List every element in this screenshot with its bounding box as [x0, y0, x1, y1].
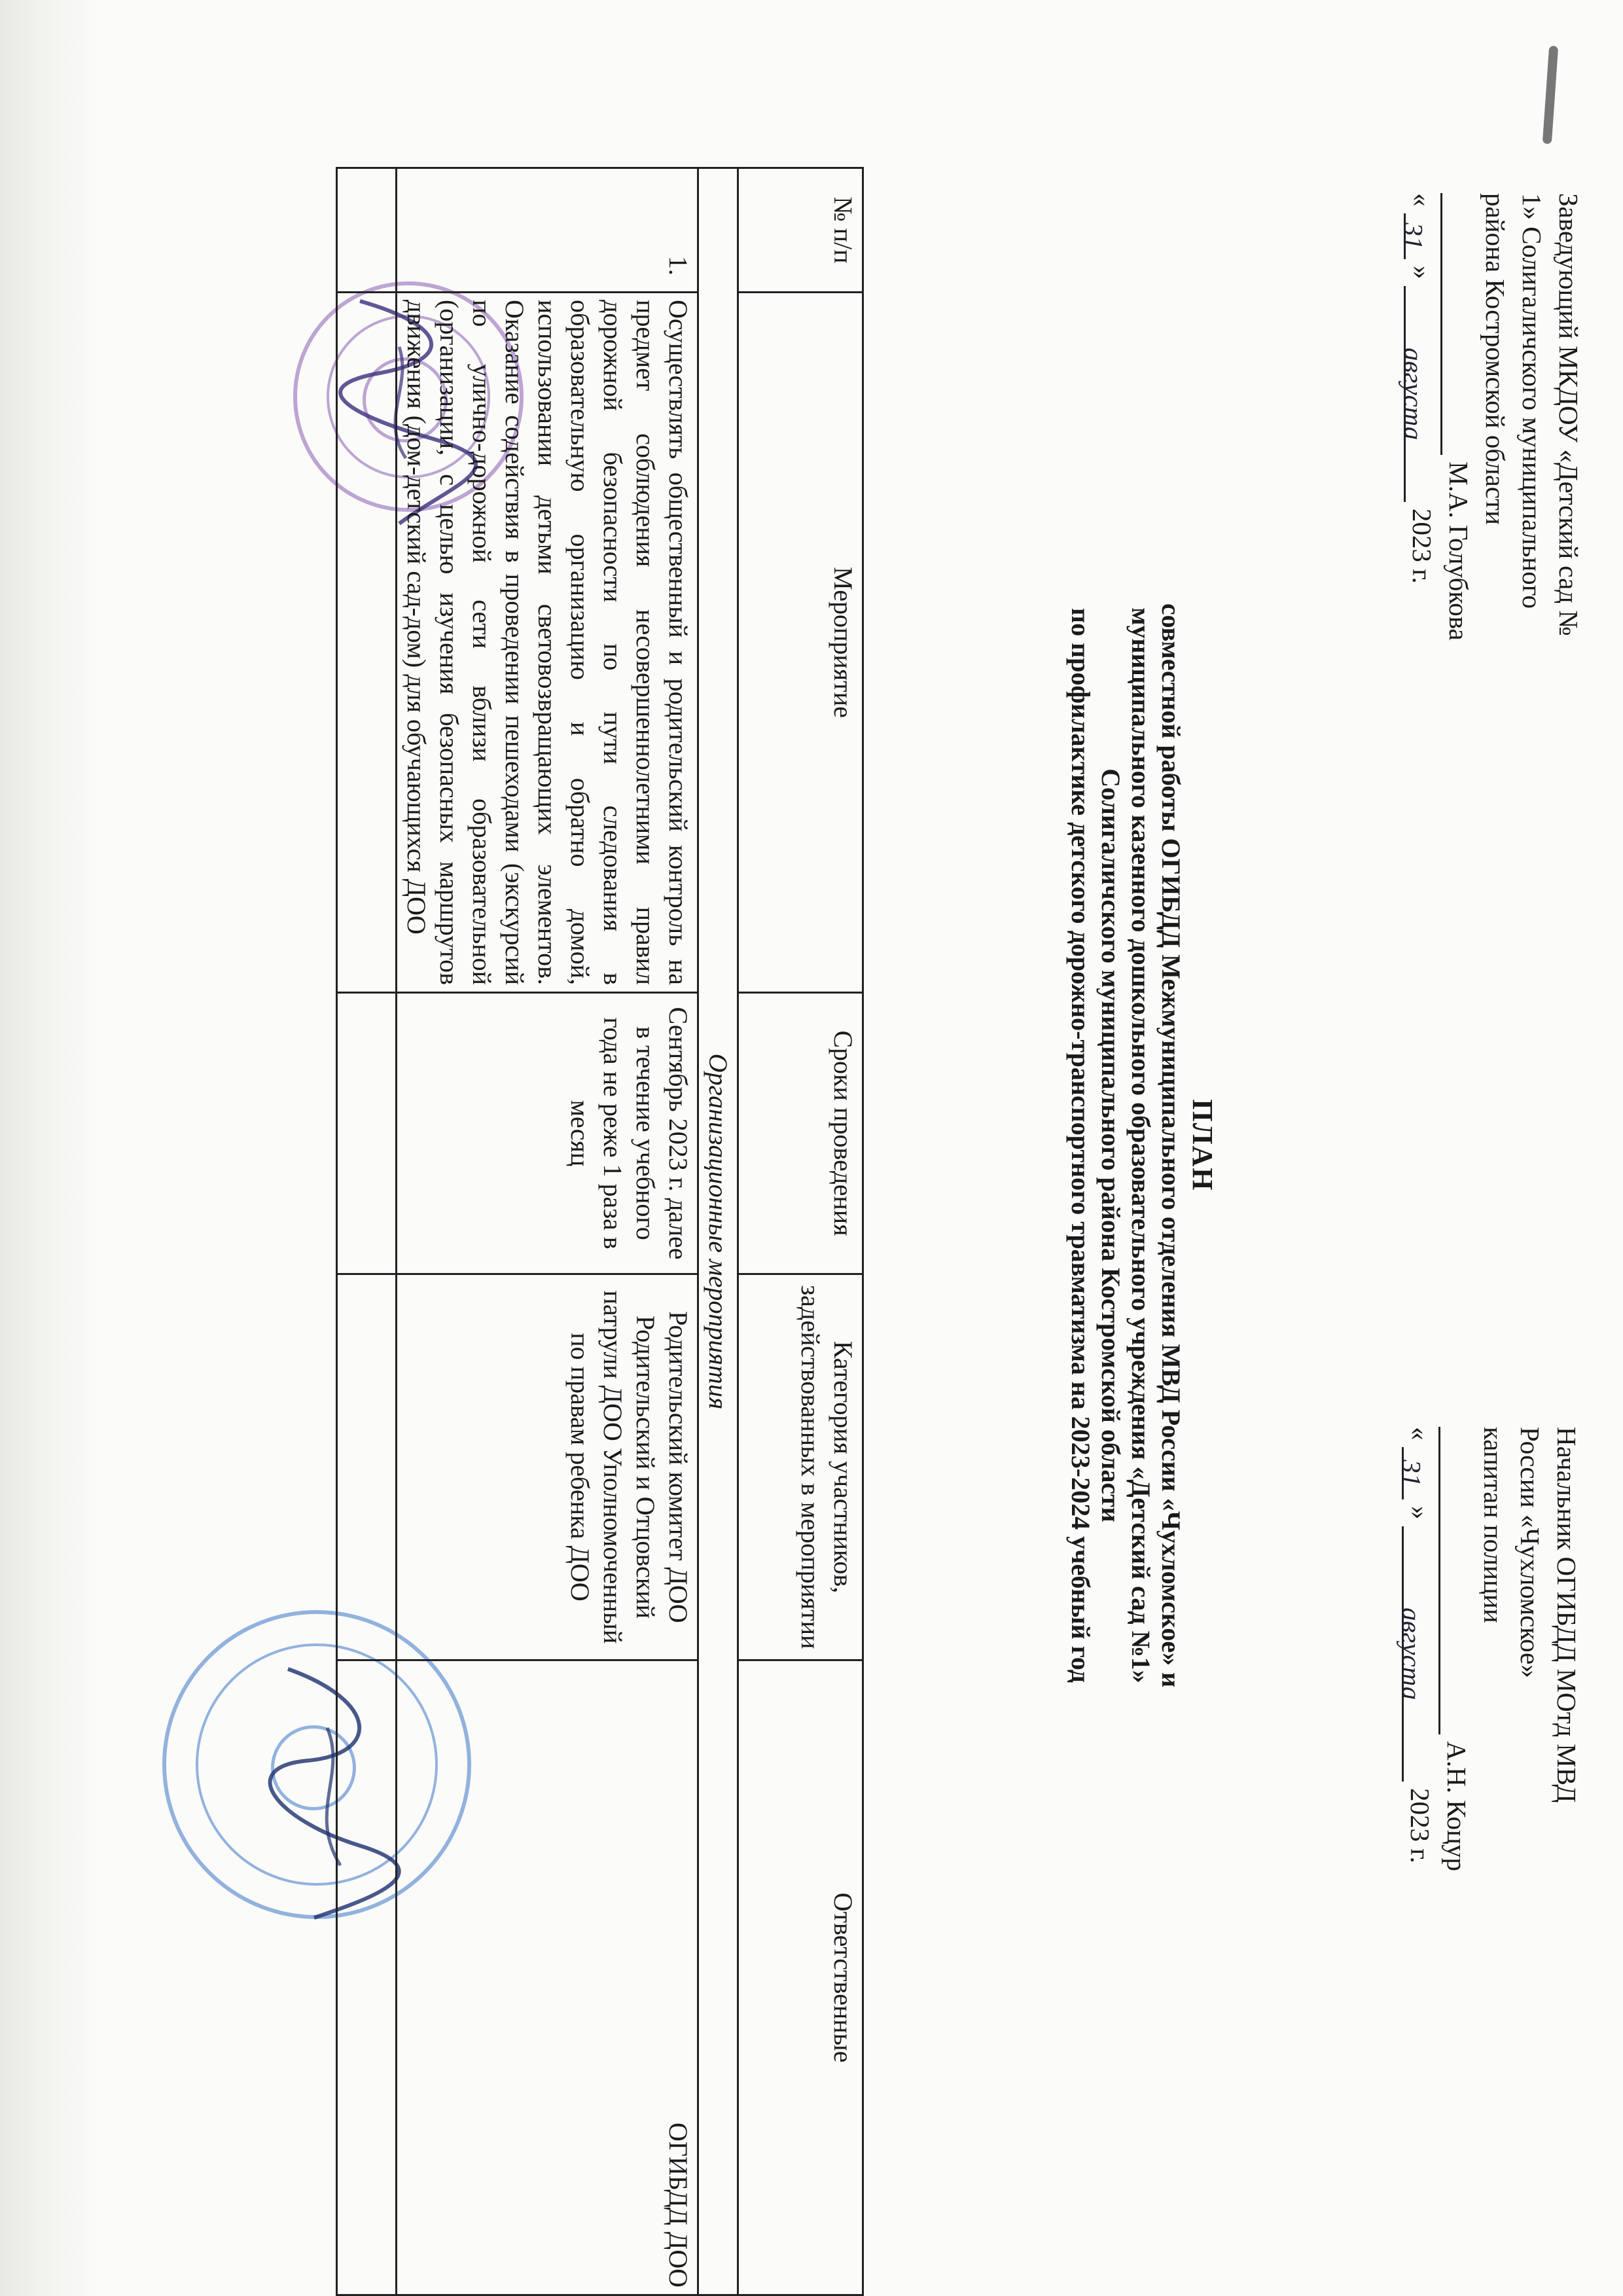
- date-quote-close: »: [1405, 1506, 1435, 1520]
- empty-cell: [337, 1274, 397, 1660]
- empty-cell: [337, 1660, 397, 2295]
- section-title: Организационные мероприятия: [698, 168, 738, 2295]
- empty-cell: [337, 993, 397, 1274]
- table-row-empty: [337, 168, 397, 2295]
- cell-responsible: ОГИБДД ДОО: [397, 1660, 698, 2295]
- approval-right-line1: Начальник ОГИБДД МОтд МВД: [1552, 1427, 1582, 1803]
- date-quote-open: «: [1407, 193, 1437, 207]
- header-activity: Мероприятие: [738, 293, 863, 993]
- signature-underline: [1440, 193, 1469, 455]
- title-head: ПЛАН: [1186, 1099, 1219, 1192]
- empty-cell: [337, 293, 397, 993]
- document-title: [1065, 556, 1217, 1734]
- cell-number: 1.: [397, 168, 698, 293]
- approval-right-name: А.Н. Коцур: [1442, 1741, 1472, 1871]
- title-line2: муниципального казенного дошкольного образовательного учреждения «Детский сад №1»: [1126, 607, 1156, 1683]
- header-number: № п/п: [738, 168, 863, 293]
- approval-right-date: [1397, 1427, 1438, 2160]
- approval-right-year: 2023 г.: [1405, 1788, 1435, 1863]
- table-row: [397, 168, 698, 2295]
- table-header-row: [738, 168, 863, 2295]
- approval-right-day: 31: [1402, 1447, 1430, 1499]
- date-quote-close: »: [1407, 266, 1437, 279]
- signature-underline: [1438, 1427, 1467, 1734]
- cell-dates: Сентябрь 2023 г. далее в течение учебного года не реже 1 раза в месяц: [397, 993, 698, 1274]
- title-line4: по профилактике детского дорожно-транспортного травматизма на 2023-2024 учебный год: [1066, 608, 1096, 1683]
- approval-left-line1: Заведующий МКДОУ «Детский сад №: [1554, 193, 1584, 636]
- header-dates: Сроки проведения: [738, 993, 863, 1274]
- approval-right-line2: России «Чухломское»: [1515, 1427, 1545, 1678]
- approval-left-name: М.А. Голубкова: [1444, 461, 1474, 641]
- approval-block-right: [1397, 1427, 1585, 2160]
- header-participants: Категория участников, задействованных в мероприятии: [738, 1274, 863, 1660]
- date-quote-open: «: [1405, 1427, 1435, 1441]
- approval-left-year: 2023 г.: [1407, 509, 1437, 584]
- approval-left-date: [1399, 193, 1440, 664]
- header-responsible: Ответственные: [738, 1660, 863, 2295]
- section-row: [698, 168, 738, 2295]
- approval-left-signature-line: [1440, 193, 1477, 664]
- approval-block-left: [1399, 193, 1587, 664]
- approval-right-month: августа: [1402, 1526, 1430, 1782]
- approval-left-line2: 1» Солигаличского муниципального: [1517, 193, 1547, 609]
- title-line3: Солигаличского муниципального района Костромской области: [1096, 768, 1126, 1522]
- approval-right-line3: капитан полиции: [1478, 1427, 1508, 1623]
- title-line1: совместной работы ОГИБДД Межмуниципального отделения МВД России «Чухломское» и: [1156, 603, 1186, 1688]
- approval-left-month: августа: [1404, 286, 1432, 502]
- approval-left-day: 31: [1404, 213, 1432, 259]
- cell-activity: Осуществлять общественный и родительский контроль на предмет соблюдения несовершеннолетними правил дорожной безопасности по пути следования в образовательную организацию и обратно домой, использовании детьми световозвращающих элементов. Оказание содействия в проведении пешеходами (экскурсий по улично-дорожной сети вблизи образовательной (организации, с целью изучения безопасных маршрутов движения (дом-детский сад-дом) для обучающихся ДОО: [397, 293, 698, 993]
- approval-right-signature-line: [1438, 1427, 1475, 2160]
- plan-table: [336, 167, 864, 2296]
- empty-cell: [337, 168, 397, 293]
- cell-participants: Родительский комитет ДОО Родительский и Отцовский патрули ДОО Уполномоченный по правам ребенка ДОО: [397, 1274, 698, 1660]
- approval-left-line3: района Костромской области: [1480, 193, 1510, 525]
